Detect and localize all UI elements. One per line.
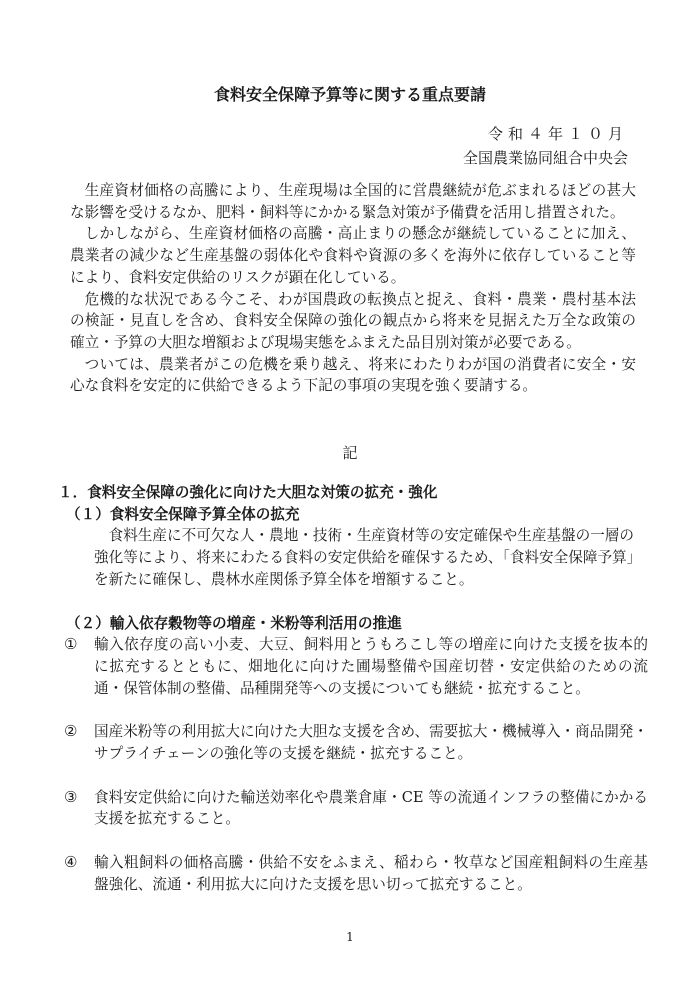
section-1-heading: １．食料安全保障の強化に向けた大胆な対策の拡充・強化 bbox=[58, 484, 438, 501]
intro-paragraph: 生産資材価格の高騰により、生産現場は全国的に営農継続が危ぶまれるほどの甚大な影響を受けるなか、肥料・飼料等にかかる緊急対策が予備費を活用し措置された。 bbox=[70, 182, 636, 221]
dateline bbox=[368, 122, 628, 170]
item-number: ② bbox=[64, 722, 78, 741]
item-text: 輸入依存度の高い小麦、大豆、飼料用とうもろこし等の増産に向けた支援を抜本的に拡充するとともに、畑地化に向けた圃場整備や国産切替・安定供給のための流通・保管体制の整備、品種開発等への支援についても継続・拡充すること。 bbox=[94, 636, 648, 697]
item-text: 輸入粗飼料の価格高騰・供給不安をふまえ、稲わら・牧草など国産粗飼料の生産基盤強化、流通・利用拡大に向けた支援を思い切って拡充すること。 bbox=[94, 854, 648, 893]
page-number: 1 bbox=[346, 930, 354, 944]
item-number: ③ bbox=[64, 787, 78, 806]
subsection-2-heading: （２）輸入依存穀物等の増産・米粉等利活用の推進 bbox=[66, 614, 402, 632]
intro-paragraph: しかしながら、生産資材価格の高騰・高止まりの懸念が継続していることに加え、農業者の減少など生産基盤の弱体化や食料や資源の多くを海外に依存していること等により、食料安定供給のリスクが顕在化している。 bbox=[70, 225, 636, 286]
subsection-1-heading: （１）食料安全保障予算全体の拡充 bbox=[66, 505, 300, 523]
intro-body bbox=[70, 180, 636, 397]
ki-heading: 記 bbox=[342, 444, 358, 462]
item-number: ① bbox=[64, 635, 78, 654]
section-1 bbox=[58, 482, 648, 896]
list-item bbox=[64, 852, 648, 895]
item-text: 食料安定供給に向けた輸送効率化や農業倉庫・CE 等の流通インフラの整備にかかる支援を拡充すること。 bbox=[94, 788, 648, 828]
list-item bbox=[64, 721, 648, 764]
document-title: 食料安全保障予算等に関する重点要請 bbox=[213, 85, 486, 104]
organization-name: 全国農業協同組合中央会 bbox=[462, 149, 628, 167]
item-text: 国産米粉等の利用拡大に向けた大胆な支援を含め、需要拡大・機械導入・商品開発・サプライチェーンの強化等の支援を継続・拡充すること。 bbox=[94, 723, 648, 763]
document-date: 令和４年１０月 bbox=[487, 125, 628, 143]
intro-paragraph: ついては、農業者がこの危機を乗り越え、将来にわたりわが国の消費者に安全・安心な食料を安定的に供給できるよう下記の事項の実現を強く要請する。 bbox=[70, 355, 636, 395]
intro-paragraph: 危機的な状況である今こそ、わが国農政の転換点と捉え、食料・農業・農村基本法の検証・見直しを含め、食料安全保障の強化の観点から将来を見据えた万全な政策の確立・予算の大胆な増額および現場実態をふまえた品目別対策が必要である。 bbox=[70, 290, 636, 351]
item-number: ④ bbox=[64, 853, 78, 872]
list-item bbox=[64, 787, 648, 830]
subsection-1-body: 食料生産に不可欠な人・農地・技術・生産資材等の安定確保や生産基盤の一層の強化等により、将来にわたる食料の安定供給を確保するため、「食料安全保障予算」を新たに確保し、農林水産関係予算全体を増額すること。 bbox=[94, 527, 634, 588]
list-item bbox=[64, 634, 648, 699]
